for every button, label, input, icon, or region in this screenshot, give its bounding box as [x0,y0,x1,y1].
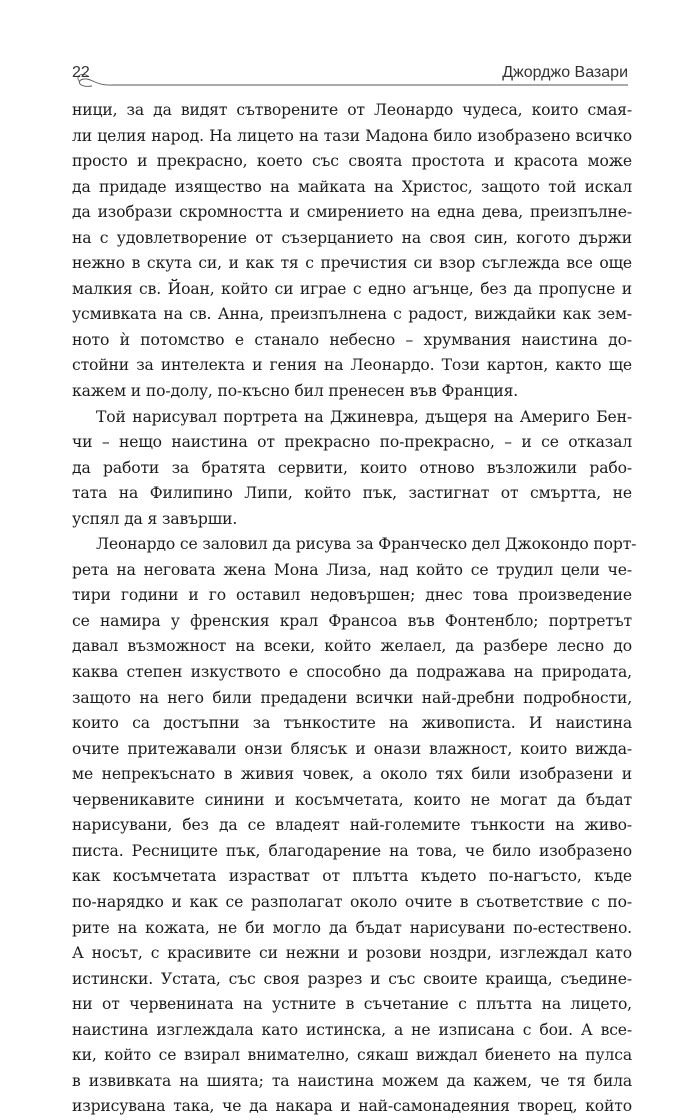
text-line: как косъмчетата израстват от плътта където по-нагъсто, къде [72,867,632,886]
text-line: да изобрази скромността и смирението на една дева, преизпълне- [72,203,632,222]
text-line: да придаде изящество на майката на Христос, защото той искал [72,177,632,196]
text-line: просто и прекрасно, което със своята простота и красота може [72,152,632,171]
text-line: защото на него били предадени всички най-дребни подробности, [72,688,632,707]
text-line: които са достъпни за тънкостите на живописта. И наистина [72,714,632,733]
text-line: ното ѝ потомство е станало небесно – хрумвания наистина до- [72,330,632,349]
text-line: наистина изглеждала като истинска, а не изписана с бои. А все- [72,1020,632,1039]
text-line: ли целия народ. На лицето на тази Мадона било изобразено всичко [72,126,632,145]
text-line: кажем и по-долу, по-късно бил пренесен във Франция. [72,382,519,401]
text-line: нарисувани, без да се владеят най-големите тънкости на живо- [72,816,632,835]
running-head [72,58,628,92]
text-line: писта. Ресниците пък, благодарение на това, че било изобразено [72,841,632,860]
text-line: тири години и го оставил недовършен; днес това произведение [72,586,632,605]
text-line: тата на Филипино Липи, който пък, застигнат от смъртта, не [72,484,632,503]
text-line: чи – нещо наистина от прекрасно по-прекрасно, – и се отказал [72,433,632,452]
text-line: ки, който се взирал внимателно, сякаш виждал биенето на пулса [72,1046,632,1065]
text-line: червеникавите синини и косъмчетата, които не могат да бъдат [72,790,632,809]
page-number: 22 [72,64,90,81]
running-title: Джорджо Вазари [502,64,628,81]
text-line: успял да я завърши. [72,509,238,528]
text-line: очите притежавали онзи блясък и онази влажност, които вижда- [72,739,632,758]
text-line: нежно в скута си, и как тя с пречистия си взор съглежда все още [72,254,632,273]
text-line: да работи за братята сервити, които отново възложили рабо- [72,458,632,477]
text-line: ни от червенината на устните в съчетание с плътта на лицето, [72,995,632,1014]
text-line: усмивката на св. Анна, преизпълнена с радост, виждайки как зем- [72,305,632,324]
text-line: в извивката на шията; та наистина можем да кажем, че тя била [72,1071,632,1090]
text-line: по-нарядко и как се разполагат около очите в съответствие с по- [72,892,632,911]
text-line: Той нарисувал портрета на Джиневра, дъщеря на Америго Бен- [96,407,632,426]
text-line: истински. Устата, със своя разрез и със своите краища, съедине- [72,969,632,988]
text-line: стойни за интелекта и гения на Леонардо. Този картон, както ще [72,356,632,375]
text-line: на с удовлетворение от съзерцанието на своя син, когото държи [72,228,632,247]
text-line: рета на неговата жена Мона Лиза, над който се трудил цели че- [72,560,632,579]
text-line: се намира у френския крал Франсоа във Фонтенбло; портретът [72,611,632,630]
text-line: изрисувана така, че да накара и най-самонадеяния творец, който [72,1097,632,1116]
text-line: рите на кожата, не би могло да бъдат нарисувани по-естествено. [72,918,632,937]
text-line: малкия св. Йоан, който си играе с едно агънце, без да пропусне и [72,279,632,298]
text-line: давал възможност на всеки, който желаел, да разбере лесно до [72,637,632,656]
text-line: Леонардо се заловил да рисува за Франческо дел Джокондо порт- [96,535,637,554]
text-line: ме непрекъснато в живия човек, а около тях били изобразени и [72,765,632,784]
text-line: А носът, с красивите си нежни и розови ноздри, изглеждал като [72,944,632,963]
body-text [72,98,637,1120]
text-line: каква степен изкуството е способно да подражава на природата, [72,663,632,682]
text-line: ници, за да видят сътворените от Леонардо чудеса, които смая- [72,101,632,119]
